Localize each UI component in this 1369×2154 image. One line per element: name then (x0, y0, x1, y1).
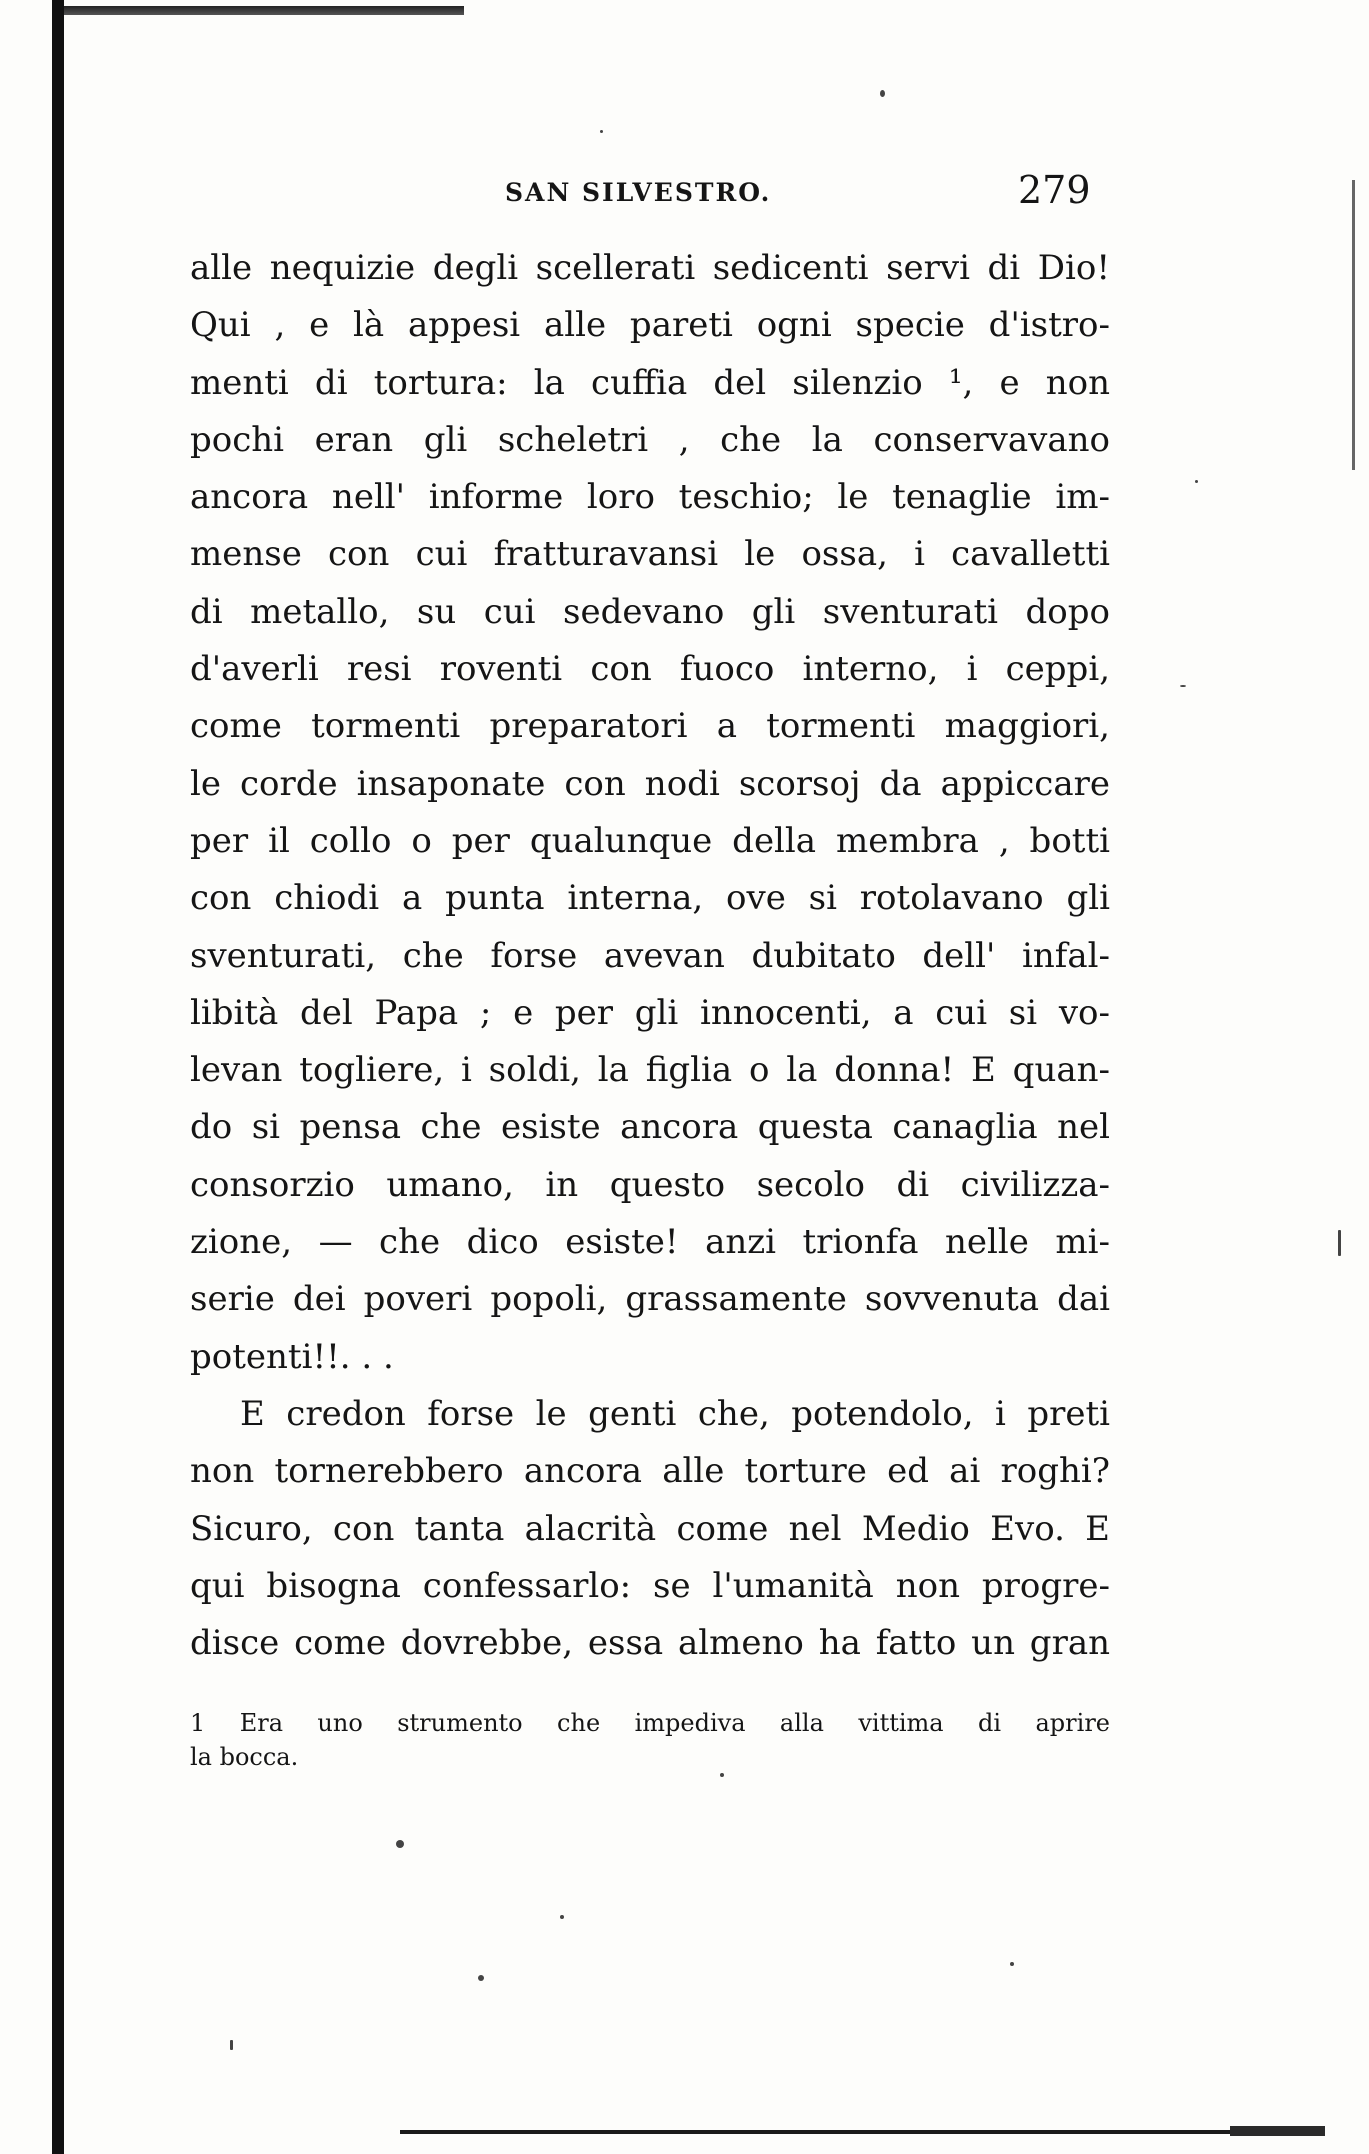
text-line: per il collo o per qualunque della membra , botti (190, 820, 1110, 861)
text-line: come tormenti preparatori a tormenti maggiori, (190, 706, 1110, 747)
text-line: le corde insaponate con nodi scorsoj da appiccare (190, 763, 1110, 804)
page-edge-shadow (52, 0, 64, 2154)
text-line: consorzio umano, in questo secolo di civilizza- (190, 1164, 1110, 1205)
footnote-line: la bocca. (190, 1743, 299, 1771)
right-edge-mark (1352, 180, 1355, 470)
text-line: alle nequizie degli scellerati sedicenti servi di Dio! (190, 248, 1110, 288)
text-line: con chiodi a punta interna, ove si rotolavano gli (190, 878, 1110, 919)
text-line: pochi eran gli scheletri , che la conservavano (190, 419, 1110, 460)
scan-speck (1195, 480, 1198, 483)
scan-speck (600, 130, 603, 133)
text-line: serie dei poveri popoli, grassamente sovvenuta dai (190, 1279, 1110, 1320)
scan-speck (560, 1915, 564, 1919)
scan-speck (478, 1975, 484, 1981)
text-line-paragraph-start: E credon forse le genti che, potendolo, i preti (240, 1393, 1110, 1434)
top-edge-mark (64, 6, 464, 15)
running-title: SAN SILVESTRO. (505, 178, 772, 207)
text-line: Qui , e là appesi alle pareti ogni specie d'istro- (190, 305, 1110, 346)
scan-speck (1338, 1230, 1341, 1256)
text-line: Sicuro, con tanta alacrità come nel Medio Evo. E (190, 1508, 1110, 1549)
page-number: 279 (1018, 168, 1091, 212)
text-line: di metallo, su cui sedevano gli sventurati dopo (190, 591, 1110, 632)
text-line: ancora nell' informe loro teschio; le tenaglie im- (190, 477, 1110, 518)
text-line: disce come dovrebbe, essa almeno ha fatto un gran (190, 1623, 1110, 1664)
scan-speck (1010, 1962, 1014, 1966)
body-text (190, 240, 1110, 1672)
scan-speck (1180, 685, 1186, 687)
scan-speck (230, 2040, 233, 2050)
text-line: d'averli resi roventi con fuoco interno, i ceppi, (190, 649, 1110, 690)
text-line: non tornerebbero ancora alle torture ed ai roghi? (190, 1451, 1110, 1492)
text-line: qui bisogna confessarlo: se l'umanità non progre- (190, 1565, 1110, 1606)
text-line: sventurati, che forse avevan dubitato dell' infal- (190, 935, 1110, 976)
text-line: mense con cui fratturavansi le ossa, i cavalletti (190, 534, 1110, 575)
bottom-edge-mark (1230, 2126, 1325, 2136)
text-line: levan togliere, i soldi, la figlia o la donna! E quan- (190, 1050, 1110, 1091)
footnote-line: 1 Era uno strumento che impediva alla vittima di aprire (190, 1709, 1110, 1737)
text-line: do si pensa che esiste ancora questa canaglia nel (190, 1107, 1110, 1148)
footnote (190, 1706, 1110, 1774)
scan-speck (880, 90, 885, 97)
scan-speck (396, 1840, 404, 1848)
running-head (180, 168, 1090, 224)
text-line: zione, — che dico esiste! anzi trionfa nelle mi- (190, 1222, 1110, 1263)
text-line-paragraph-end: potenti!!. . . (190, 1336, 394, 1377)
bottom-edge-rule (400, 2130, 1315, 2134)
text-line: libità del Papa ; e per gli innocenti, a cui si vo- (190, 992, 1110, 1033)
text-line: menti di tortura: la cuffia del silenzio ¹, e non (190, 362, 1110, 403)
